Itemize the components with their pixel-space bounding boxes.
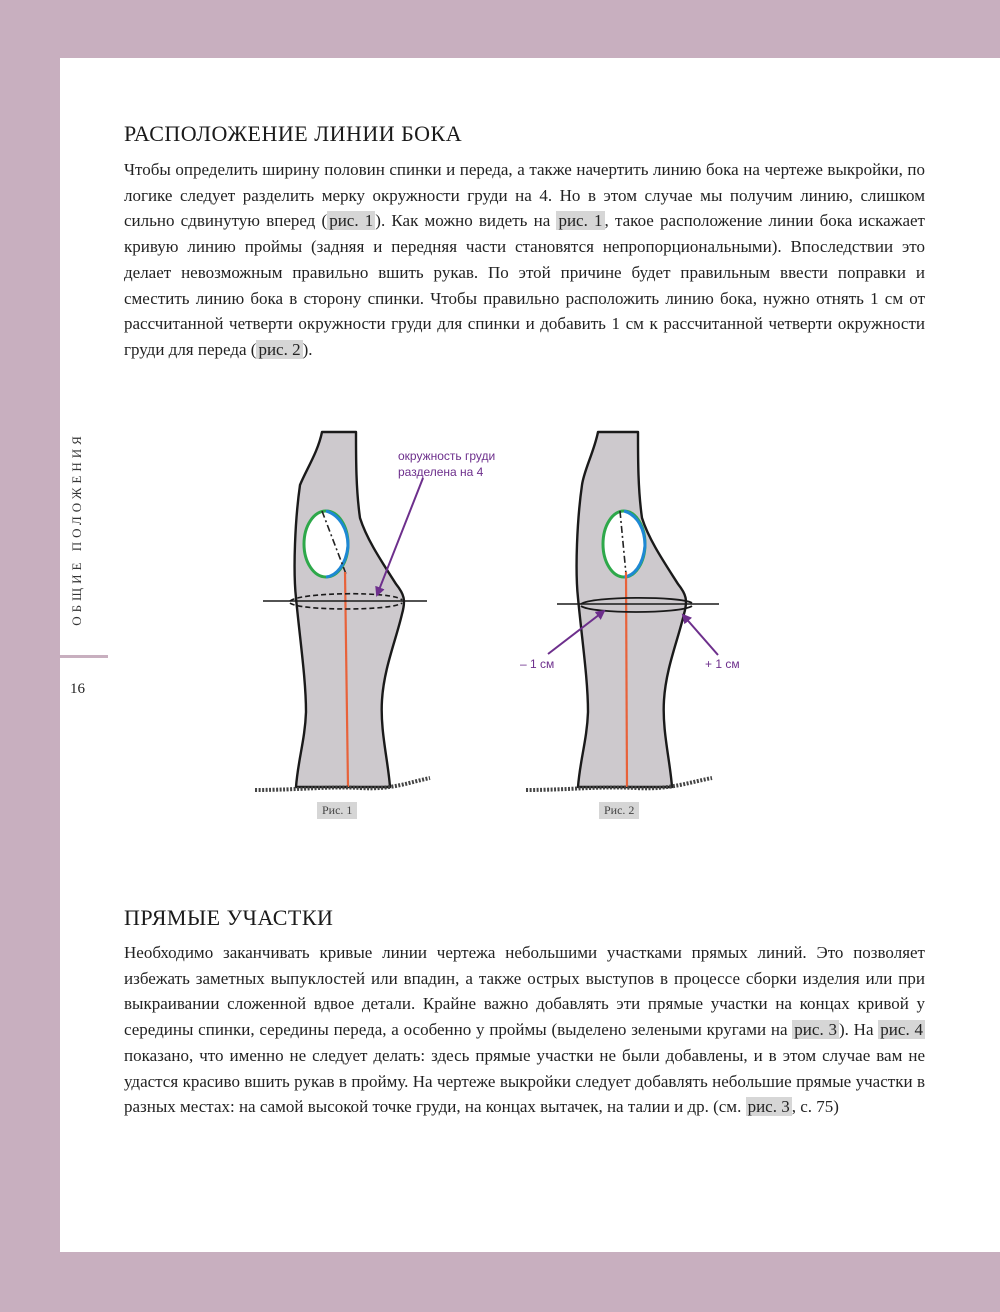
annotation-bust-divided: окружность груди разделена на 4 — [398, 449, 496, 479]
section1-heading: РАСПОЛОЖЕНИЕ ЛИНИИ БОКА — [124, 121, 463, 146]
figure-ref-link[interactable]: рис. 3 — [794, 1020, 837, 1040]
section-label-text: ОБЩИЕ ПОЛОЖЕНИЯ — [69, 432, 84, 626]
plus-arrow — [683, 615, 718, 655]
text-run: ). — [302, 339, 313, 359]
text-run: , с. 75) — [791, 1097, 839, 1117]
figure-2-body — [526, 432, 719, 790]
figure-2-caption: Рис. 2 — [599, 802, 639, 819]
text-run: ). На — [838, 1020, 879, 1040]
figure-1-caption: Рис. 1 — [317, 802, 357, 819]
annotation-plus-1cm: + 1 см — [705, 657, 740, 671]
text-run: показано, что именно не следует делать: здесь прямые участки не были добавлены, и в этом случае вам не удастся красиво вшить рукав в пройму. На чертеже выкройки следует добавлять небольшие прямые участки в разных местах: на самой высокой точке груди, на концах вытачек, на талии и др. (см. — [124, 1045, 925, 1117]
text-run: Чтобы определить ширину половин спинки и переда, а также начертить линию бока на чертеже выкройки, по логике следует разделить мерку окружности груди на 4. Но в этом случае мы получим линию, слишком сильно сдвинутую вперед ( — [124, 160, 925, 231]
text-run: ). Как можно видеть на — [375, 211, 557, 231]
page-number: 16 — [70, 681, 85, 697]
section2-heading: ПРЯМЫЕ УЧАСТКИ — [124, 905, 334, 930]
figure-ref-link[interactable]: рис. 1 — [558, 211, 603, 231]
figure-ref-link[interactable]: рис. 1 — [329, 211, 374, 231]
figure-ref-link[interactable]: рис. 2 — [258, 339, 301, 359]
annotation-minus-1cm: – 1 см — [520, 657, 555, 671]
text-run: , такое расположение линии бока искажает кривую линию проймы (задняя и передняя части становятся непропорциональными). Впоследствии это делает невозможным правильно вшить рукав. По этой причине будет правильным ввести поправки и сместить линию бока в сторону спинки. Чтобы правильно расположить линию бока, нужно отнять 1 см от рассчитанной четверти окружности груди для спинки и добавить 1 см к рассчитанной четверти окружности груди для переда ( — [124, 211, 925, 359]
section2-paragraph — [124, 940, 925, 1120]
text-run: Необходимо заканчивать кривые линии чертежа небольшими участками прямых линий. Это позволяет избежать заметных выпуклостей или впадин, а также острых выступов в процессе сборки изделия или при выкраивании сложенной вдвое детали. Крайне важно добавлять эти прямые участки на концах кривой у середины спинки, середины переда, а особенно у проймы (выделено зелеными кругами на — [124, 943, 925, 1040]
figure-1-body — [255, 432, 430, 790]
annotation-arrow — [377, 478, 423, 595]
figure-ref-link[interactable]: рис. 4 — [880, 1020, 923, 1040]
figure-ref-link[interactable]: рис. 3 — [747, 1097, 790, 1117]
